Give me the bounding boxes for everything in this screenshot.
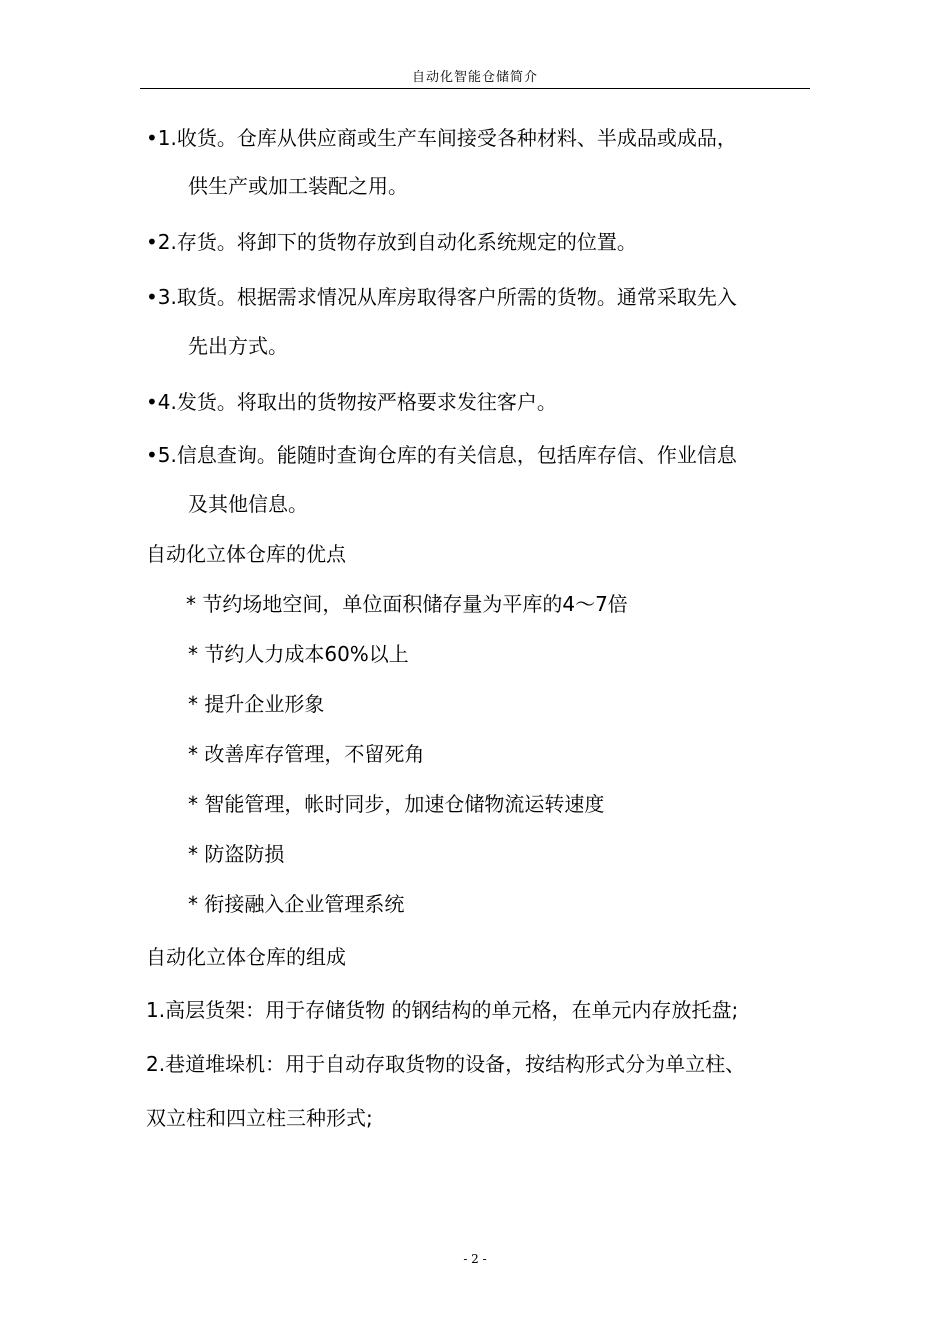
function-item-receiving-continued: 供生产或加工装配之用。 <box>188 174 408 198</box>
advantage-item: * 提升企业形象 <box>188 692 325 716</box>
composition-item-shelving: 1.高层货架：用于存储货物 的钢结构的单元格，在单元内存放托盘; <box>146 998 739 1022</box>
advantage-item: * 防盗防损 <box>188 842 285 866</box>
composition-heading: 自动化立体仓库的组成 <box>146 945 346 969</box>
function-item-shipping: •4.发货。将取出的货物按严格要求发往客户。 <box>146 390 557 414</box>
advantage-item: * 节约场地空间，单位面积储存量为平库的4～7倍 <box>186 592 628 616</box>
function-item-picking-continued: 先出方式。 <box>188 334 288 358</box>
function-item-receiving: •1.收货。仓库从供应商或生产车间接受各种材料、半成品或成品， <box>146 126 737 150</box>
advantages-heading: 自动化立体仓库的优点 <box>146 542 346 566</box>
function-item-query: •5.信息查询。能随时查询仓库的有关信息，包括库存信、作业信息 <box>146 443 737 467</box>
advantage-item: * 衔接融入企业管理系统 <box>188 892 405 916</box>
page-header-title: 自动化智能仓储简介 <box>411 70 538 85</box>
function-item-storing: •2.存货。将卸下的货物存放到自动化系统规定的位置。 <box>146 230 637 254</box>
function-item-query-continued: 及其他信息。 <box>188 492 308 516</box>
advantage-item: * 智能管理，帐时同步，加速仓储物流运转速度 <box>188 792 605 816</box>
page-number: - 2 - <box>463 1252 487 1266</box>
header-divider <box>140 88 810 89</box>
advantage-item: * 改善库存管理，不留死角 <box>188 742 425 766</box>
composition-item-stacker: 2.巷道堆垛机：用于自动存取货物的设备，按结构形式分为单立柱、 <box>146 1052 746 1076</box>
function-item-picking: •3.取货。根据需求情况从库房取得客户所需的货物。通常采取先入 <box>146 285 737 309</box>
advantage-item: * 节约人力成本60%以上 <box>188 642 409 666</box>
composition-item-stacker-continued: 双立柱和四立柱三种形式; <box>146 1106 373 1130</box>
